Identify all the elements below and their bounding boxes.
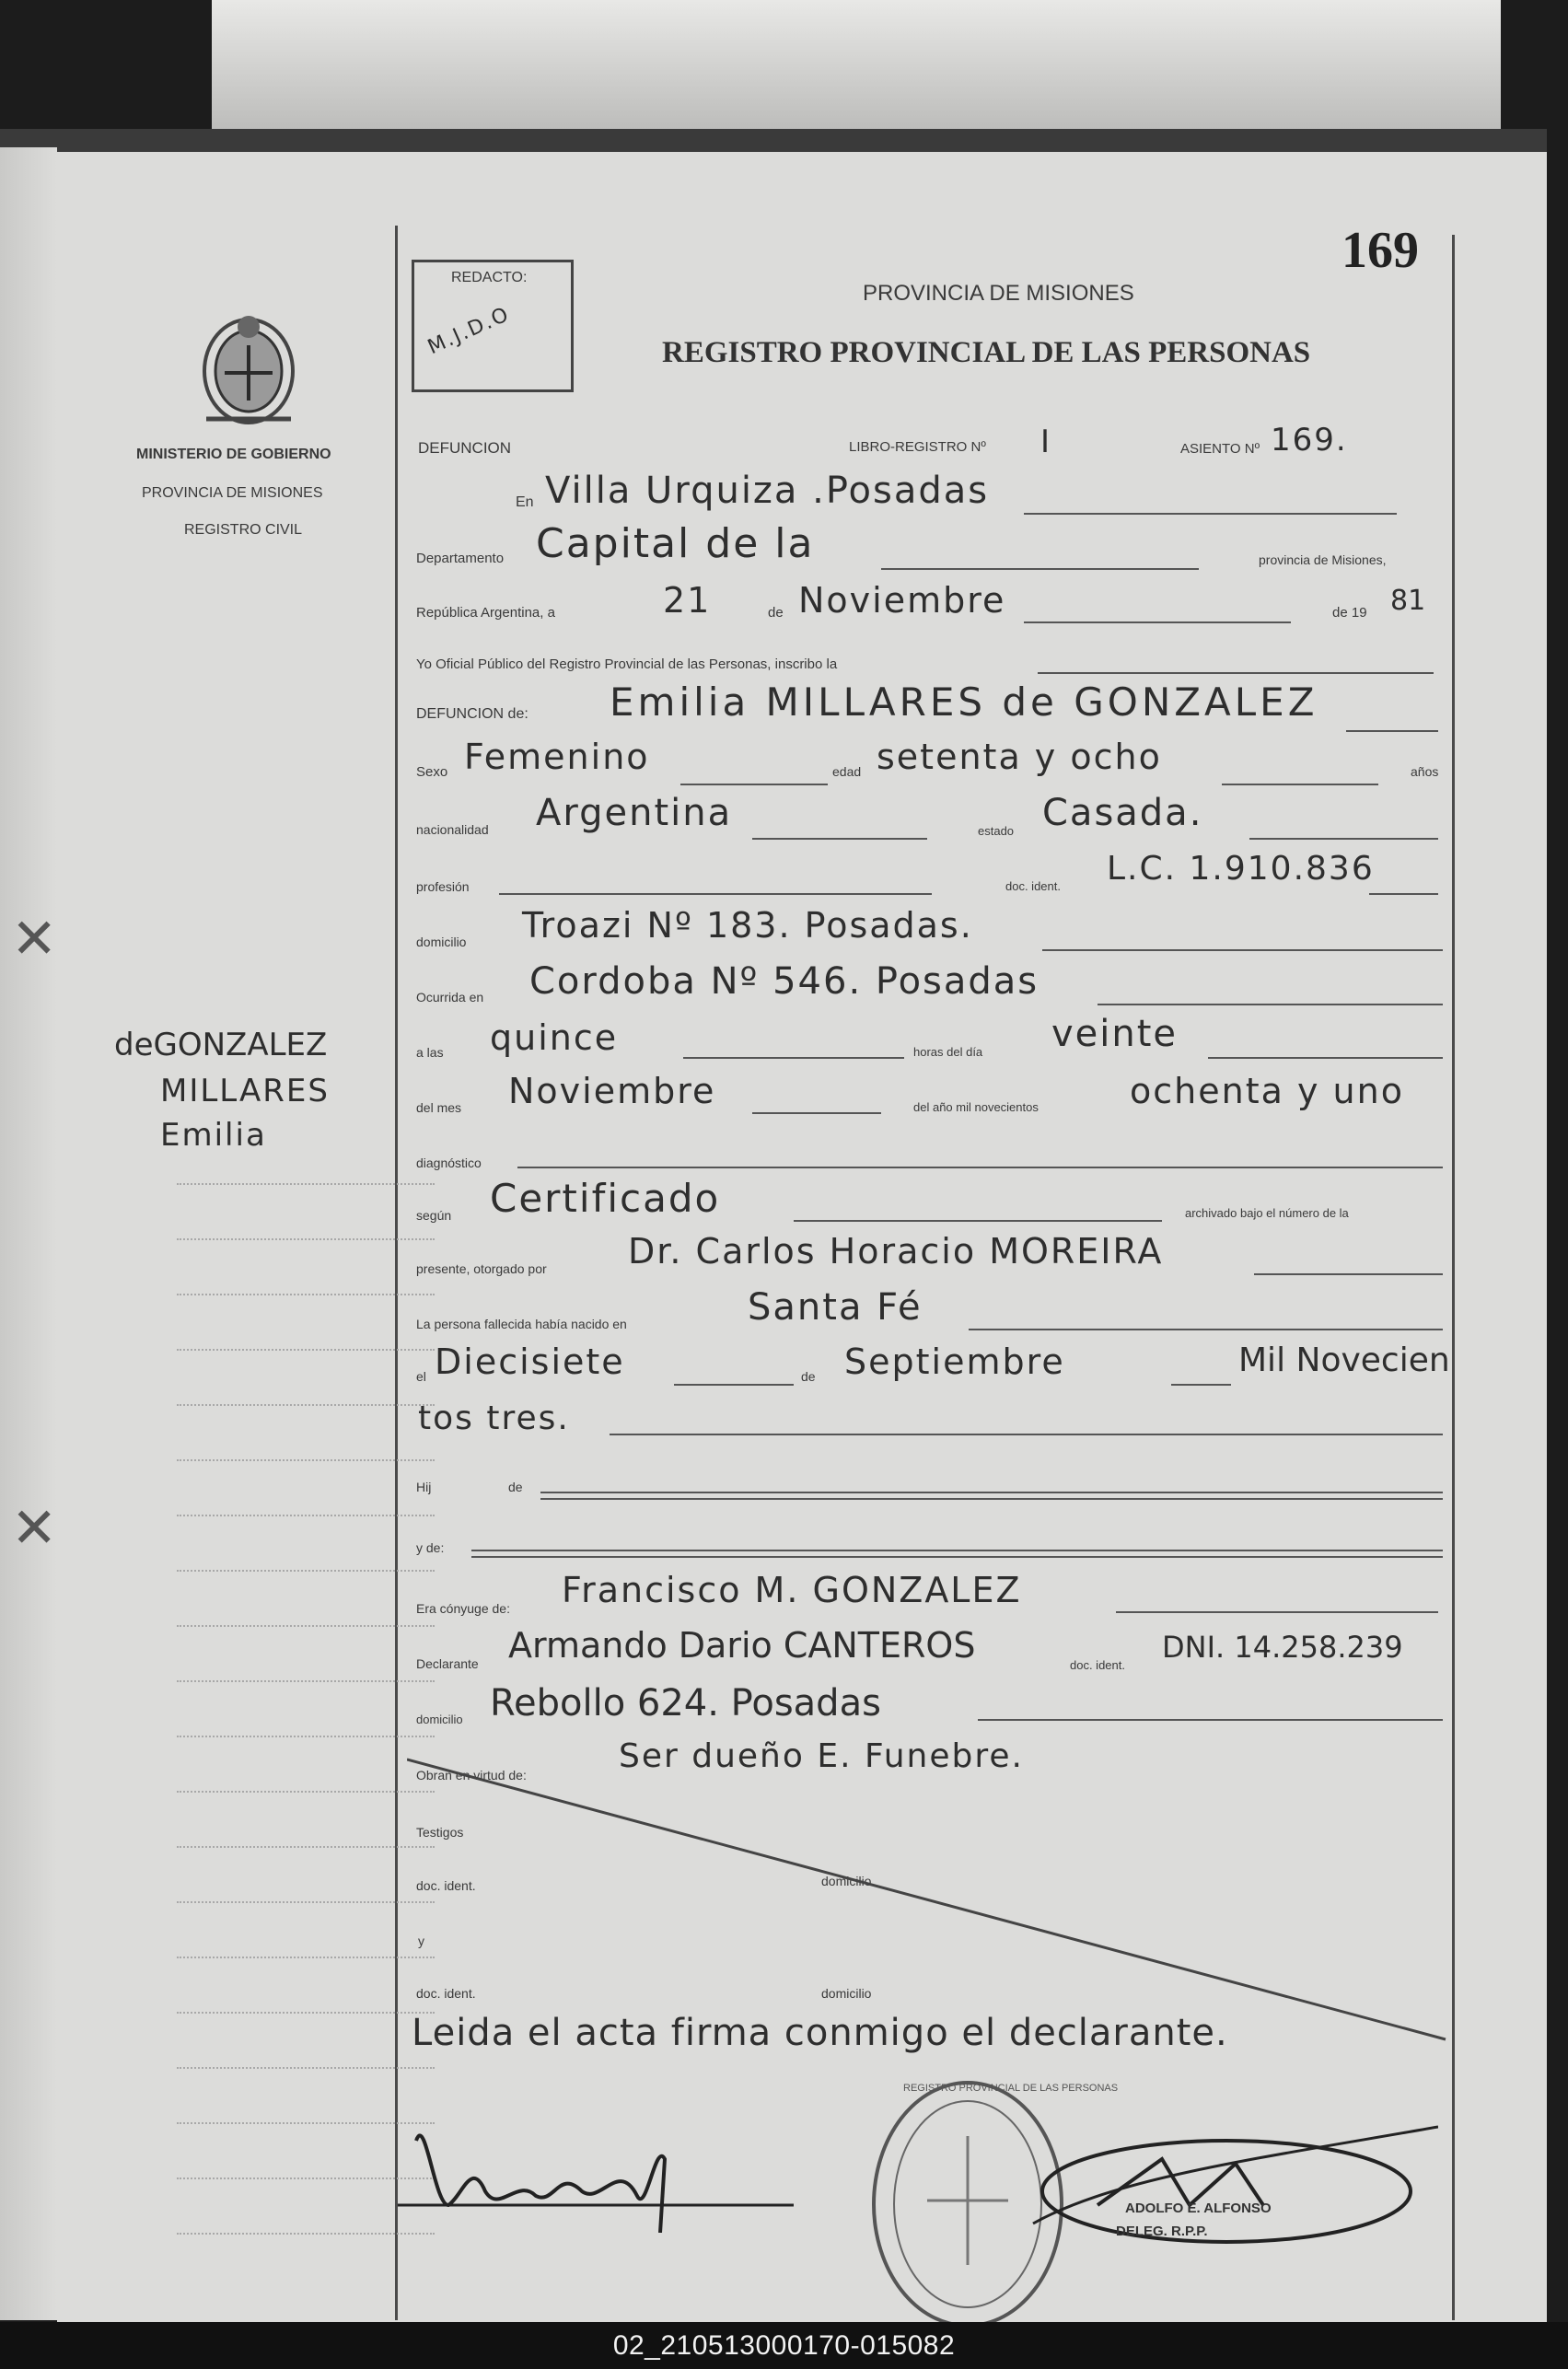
anos-label: años [1411, 764, 1439, 779]
a-las-label: a las [416, 1045, 444, 1060]
nac-dia-value: Diecisiete [435, 1341, 625, 1382]
margin-rule [177, 1570, 435, 1572]
ano-texto-value: ochenta y uno [1130, 1071, 1404, 1111]
obran-value: Ser dueño E. Funebre. [619, 1737, 1024, 1775]
margin-rule [177, 1515, 435, 1516]
margin-rule [177, 1680, 435, 1682]
redacto-initials: M.J.D.O [424, 302, 514, 360]
hij-label: Hij [416, 1480, 432, 1494]
mes-value: Noviembre [798, 580, 1006, 621]
edad-value: setenta y ocho [877, 737, 1162, 777]
field-rule [610, 1434, 1443, 1435]
nombre-value: Emilia MILLARES de GONZALEZ [610, 679, 1318, 725]
sexo-label: Sexo [416, 764, 448, 780]
declarante-doc-label: doc. ident. [1070, 1658, 1125, 1672]
margin-rule [177, 1625, 435, 1627]
field-rule [1369, 893, 1438, 895]
segun-value: Certificado [490, 1176, 721, 1221]
margin-rule [177, 2067, 435, 2069]
margin-rule [177, 1901, 435, 1903]
ocurrida-value: Cordoba Nº 546. Posadas [529, 960, 1040, 1003]
margin-rule [177, 1736, 435, 1737]
mes-texto-value: Noviembre [508, 1071, 716, 1111]
diagnostico-label: diagnóstico [416, 1155, 482, 1170]
testigo1-dom-label: domicilio [821, 1874, 872, 1888]
margin-rule [177, 2012, 435, 2014]
right-border-line [1452, 235, 1455, 2320]
ocurrida-label: Ocurrida en [416, 990, 484, 1005]
declarante-dom-label: domicilio [416, 1713, 463, 1726]
margin-rule [177, 1791, 435, 1793]
y-de-label: y de: [416, 1540, 445, 1555]
obran-label: Obran en virtud de: [416, 1768, 527, 1783]
edad-label: edad [832, 764, 862, 779]
departamento-label: Departamento [416, 551, 505, 566]
void-diagonal-line [407, 1754, 1447, 2049]
conyuge-label: Era cónyuge de: [416, 1601, 510, 1616]
testigo2-doc-label: doc. ident. [416, 1986, 476, 2001]
ano-value: 81 [1390, 585, 1426, 617]
field-rule [540, 1492, 1443, 1493]
redacto-label: REDACTO: [451, 270, 528, 285]
margin-rule [177, 1183, 435, 1185]
province-heading: PROVINCIA DE MISIONES [863, 281, 1134, 306]
margin-rule [177, 1294, 435, 1295]
ministry-line-2: PROVINCIA DE MISIONES [142, 485, 323, 501]
field-rule [1024, 513, 1397, 515]
estado-value: Casada. [1042, 792, 1203, 834]
registry-title: REGISTRO PROVINCIAL DE LAS PERSONAS [662, 336, 1311, 369]
scan-id-footer: 02_210513000170-015082 [0, 2322, 1568, 2369]
margin-rule [177, 1238, 435, 1240]
nacionalidad-value: Argentina [536, 792, 733, 834]
field-rule [752, 1112, 881, 1114]
horas-dia-label: horas del día [913, 1045, 983, 1059]
declarante-value: Armando Dario CANTEROS [508, 1625, 976, 1666]
field-rule [752, 838, 927, 840]
margin-rule [177, 1846, 435, 1848]
left-page-edge [0, 147, 57, 2320]
doc-ident-label: doc. ident. [1005, 879, 1061, 893]
declarant-signature [398, 2104, 812, 2233]
asiento-value: 169. [1271, 422, 1348, 459]
del-mes-label: del mes [416, 1100, 462, 1115]
field-rule [471, 1550, 1443, 1551]
ministry-line-1: MINISTERIO DE GOBIERNO [136, 447, 331, 462]
lugar-value: Villa Urquiza .Posadas [545, 470, 990, 512]
domicilio-label: domicilio [416, 935, 467, 949]
field-rule [1208, 1057, 1443, 1059]
hora-value: quince [490, 1017, 619, 1058]
field-rule [1254, 1273, 1443, 1275]
doc-value: L.C. 1.910.836 [1107, 850, 1375, 888]
field-rule [1346, 730, 1438, 732]
segun-label: según [416, 1208, 452, 1223]
margin-rule [177, 1957, 435, 1958]
nac-mes-value: Septiembre [844, 1341, 1065, 1382]
presente-label: presente, otorgado por [416, 1261, 547, 1276]
margin-rule [177, 1404, 435, 1406]
nacionalidad-label: nacionalidad [416, 822, 489, 837]
field-rule [499, 893, 932, 895]
field-rule [1171, 1384, 1231, 1386]
de-label: de [768, 605, 784, 621]
estado-label: estado [978, 824, 1015, 838]
margin-name-line-3: Emilia [160, 1117, 267, 1154]
ministry-line-3: REGISTRO CIVIL [184, 522, 303, 538]
margin-name-line-2: MILLARES [160, 1073, 330, 1109]
field-rule [683, 1057, 904, 1059]
declarante-dom-value: Rebollo 624. Posadas [490, 1682, 881, 1724]
dia-texto-value: veinte [1051, 1013, 1179, 1055]
field-rule [471, 1556, 1443, 1558]
nac-ano-2-value: tos tres. [418, 1399, 570, 1437]
field-rule [1222, 784, 1378, 785]
field-rule [1098, 1004, 1443, 1005]
y-label: y [418, 1934, 424, 1948]
defuncion-label: DEFUNCION [418, 439, 512, 457]
de-label-2: de [801, 1369, 816, 1384]
margin-rule [177, 2233, 435, 2235]
field-rule [674, 1384, 794, 1386]
field-rule [680, 784, 828, 785]
defuncion-de-label: DEFUNCION de: [416, 706, 528, 722]
conyuge-value: Francisco M. GONZALEZ [562, 1570, 1022, 1610]
stamp-line-1: ADOLFO E. ALFONSO [1125, 2201, 1272, 2216]
republica-label: República Argentina, a [416, 605, 555, 621]
margin-rule [177, 2177, 435, 2179]
field-rule [978, 1719, 1443, 1721]
folio-number: 169 [1342, 222, 1419, 279]
archivado-label: archivado bajo el número de la [1185, 1206, 1349, 1220]
nac-ano-1-value: Mil Novecien [1238, 1341, 1450, 1379]
field-rule [881, 568, 1199, 570]
margin-line [395, 226, 398, 2320]
field-rule [969, 1329, 1443, 1330]
domicilio-value: Troazi Nº 183. Posadas. [522, 905, 973, 946]
profesion-label: profesión [416, 879, 470, 894]
margin-rule [177, 2122, 435, 2124]
field-rule [540, 1498, 1443, 1500]
stitch-mark: ✕ [11, 907, 58, 971]
testigos-label: Testigos [416, 1825, 464, 1840]
en-label: En [516, 494, 534, 510]
sexo-value: Femenino [464, 737, 650, 777]
field-rule [1249, 838, 1438, 840]
stamp-line-2: DELEG. R.P.P. [1116, 2224, 1208, 2239]
testigo2-dom-label: domicilio [821, 1986, 872, 2001]
official-signature [978, 2122, 1438, 2260]
medico-value: Dr. Carlos Horacio MOREIRA [628, 1231, 1164, 1272]
field-rule [517, 1167, 1443, 1168]
redacto-box [412, 260, 574, 392]
margin-rule [177, 1459, 435, 1461]
libro-value: I [1040, 424, 1052, 460]
provincia-misiones-label: provincia de Misiones, [1259, 552, 1387, 567]
field-rule [1116, 1611, 1438, 1613]
declarante-doc-value: DNI. 14.258.239 [1162, 1630, 1403, 1665]
field-rule [1038, 672, 1434, 674]
declarante-label: Declarante [416, 1656, 479, 1671]
departamento-value: Capital de la [536, 520, 815, 567]
register-page [11, 152, 1547, 2325]
de-19-label: de 19 [1332, 605, 1367, 621]
margin-name-line-1: deGONZALEZ [114, 1027, 328, 1063]
libro-label: LIBRO-REGISTRO Nº [849, 439, 986, 455]
el-label: el [416, 1369, 426, 1384]
del-ano-label: del año mil novecientos [913, 1100, 1039, 1114]
margin-rule [177, 1349, 435, 1351]
stitch-mark: ✕ [11, 1496, 58, 1561]
de-label-3: de [508, 1480, 523, 1494]
seal-text: REGISTRO PROVINCIAL DE LAS PERSONAS [903, 2083, 1119, 2094]
field-rule [1042, 949, 1443, 951]
closing-statement: Leida el acta firma conmigo el declarante. [412, 2012, 1228, 2054]
plastic-cover [212, 0, 1501, 129]
field-rule [794, 1220, 1162, 1222]
nacido-label: La persona fallecida había nacido en [416, 1317, 627, 1331]
field-rule [1024, 621, 1291, 623]
yo-oficial-label: Yo Oficial Público del Registro Provincial de las Personas, inscribo la [416, 656, 838, 672]
nacido-value: Santa Fé [748, 1286, 923, 1329]
coat-of-arms-icon [197, 308, 300, 428]
dia-value: 21 [663, 580, 712, 621]
asiento-label: ASIENTO Nº [1180, 441, 1260, 457]
testigo1-doc-label: doc. ident. [416, 1878, 476, 1893]
